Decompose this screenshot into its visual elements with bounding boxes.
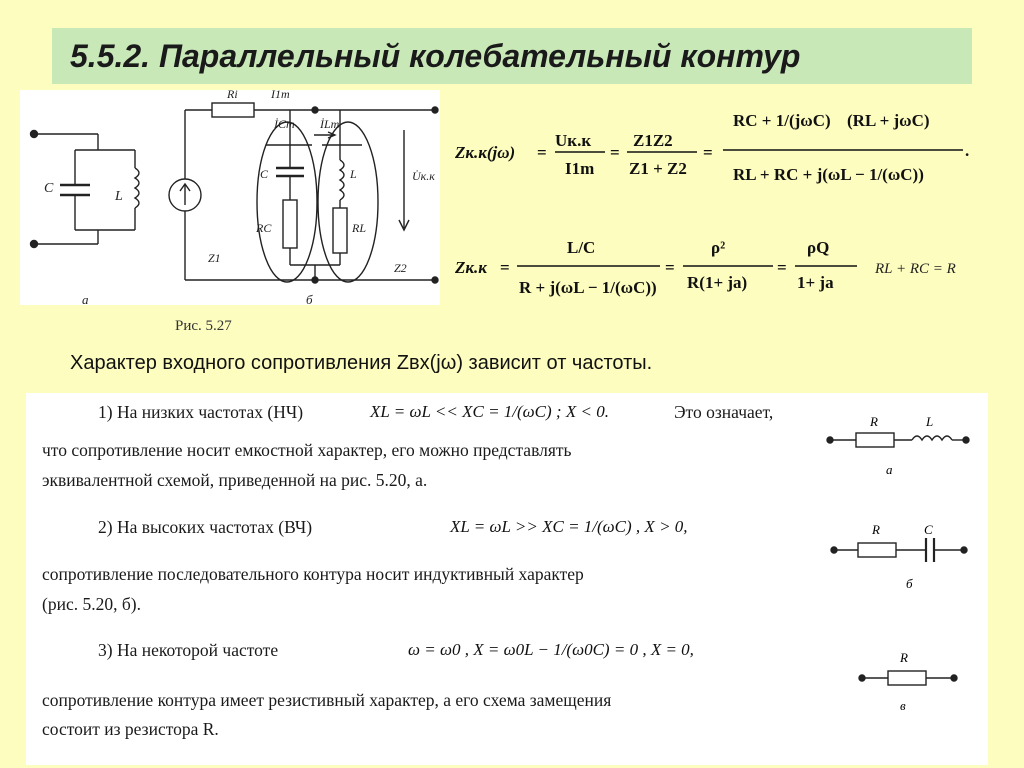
label-rl: RL: [352, 221, 367, 235]
f2-lhs: Zк.к: [455, 258, 487, 277]
item1-line2: что сопротивление носит емкостной характер, его можно представлять: [42, 440, 572, 460]
label-ri: Ri: [227, 90, 238, 101]
circuit-figure: [20, 90, 440, 305]
schema-c: [854, 648, 974, 718]
f1-big-num-a: RC + 1/(jωC): [733, 111, 831, 130]
schema-b-sub: б: [906, 576, 913, 591]
page-title: 5.5.2. Параллельный колебательный контур: [70, 38, 801, 74]
f1-z-den: Z1 + Z2: [629, 159, 687, 178]
item1-line3: эквивалентной схемой, приведенной на рис. 5.20, а.: [42, 470, 428, 490]
f3-num: ρ²: [711, 238, 726, 257]
f4-den: 1+ ja: [797, 273, 834, 292]
f1-lhs: Zк.к(jω): [455, 143, 516, 162]
formulas-block: [455, 88, 995, 328]
schema-a-sub: а: [886, 462, 893, 477]
item2-line3: (рис. 5.20, б).: [42, 594, 141, 614]
svg-text:=: =: [610, 143, 620, 162]
item2-line2: сопротивление последовательного контура носит индуктивный характер: [42, 564, 584, 584]
schema-a: [822, 412, 982, 482]
circuit-diagram: [20, 90, 440, 305]
f1-big-num-b: (RL + jωC): [847, 111, 930, 130]
item3-line2: сопротивление контура имеет резистивный характер, а его схема замещения: [42, 690, 612, 710]
item1-line1: 1) На низких частотах (НЧ): [98, 402, 304, 422]
schema-b: [826, 518, 986, 598]
f1-ratio-den: I1m: [565, 159, 595, 178]
rsum-formula: RL + RC = R: [875, 261, 956, 277]
f1-z-num: Z1Z2: [633, 131, 673, 150]
subheading: Характер входного сопротивления Zвх(jω) зависит от частоты.: [70, 352, 653, 374]
f1-ratio-num: Uк.к: [555, 131, 592, 150]
label-cap-b: C: [260, 167, 269, 181]
label-icm: İCm: [274, 117, 295, 131]
f2-den: R + j(ωL − 1/(ωC)): [519, 278, 657, 297]
schema-a-l: L: [926, 414, 934, 429]
label-rc: RC: [256, 221, 272, 235]
f4-num: ρQ: [807, 238, 830, 257]
schema-a-r: R: [870, 414, 878, 429]
f1-big-den: RL + RC + j(ωL − 1/(ωC)): [733, 165, 924, 184]
item3-formula: ω = ω0 , X = ω0L − 1/(ω0C) = 0 , X = 0,: [408, 640, 694, 659]
label-ind-b: L: [350, 167, 357, 181]
schema-b-r: R: [872, 522, 880, 537]
schema-b-c: C: [924, 522, 933, 537]
label-z2: Z2: [394, 261, 407, 275]
svg-text:=: =: [703, 143, 713, 162]
svg-text:=: =: [665, 258, 675, 277]
label-ukk: U̇к.к: [412, 169, 435, 183]
item1-line1-tail: Это означает,: [674, 402, 774, 422]
label-ilm: İLm: [320, 117, 340, 131]
label-z1: Z1: [208, 251, 221, 265]
label-sub-b: б: [306, 292, 313, 305]
svg-text:=: =: [500, 258, 510, 277]
label-c: C: [44, 181, 54, 196]
schema-c-r: R: [900, 650, 908, 665]
schema-c-sub: в: [900, 698, 906, 713]
f2-num: L/C: [567, 238, 596, 257]
label-sub-a: а: [82, 292, 89, 305]
figure-caption: Рис. 5.27: [175, 318, 232, 334]
item1-formula: XL = ωL << XC = 1/(ωC) ; X < 0.: [370, 402, 609, 421]
item3-line3: состоит из резистора R.: [42, 719, 219, 739]
item3-line1: 3) На некоторой частоте: [98, 640, 279, 660]
svg-text:=: =: [537, 143, 547, 162]
svg-text:=: =: [777, 258, 787, 277]
svg-text:.: .: [965, 141, 970, 160]
item2-formula: XL = ωL >> XC = 1/(ωC) , X > 0,: [450, 517, 688, 536]
label-l: L: [115, 189, 123, 204]
label-i1m: İ1m: [271, 90, 290, 101]
f3-den: R(1+ ja): [687, 273, 748, 292]
item2-line1: 2) На высоких частотах (ВЧ): [98, 517, 313, 537]
